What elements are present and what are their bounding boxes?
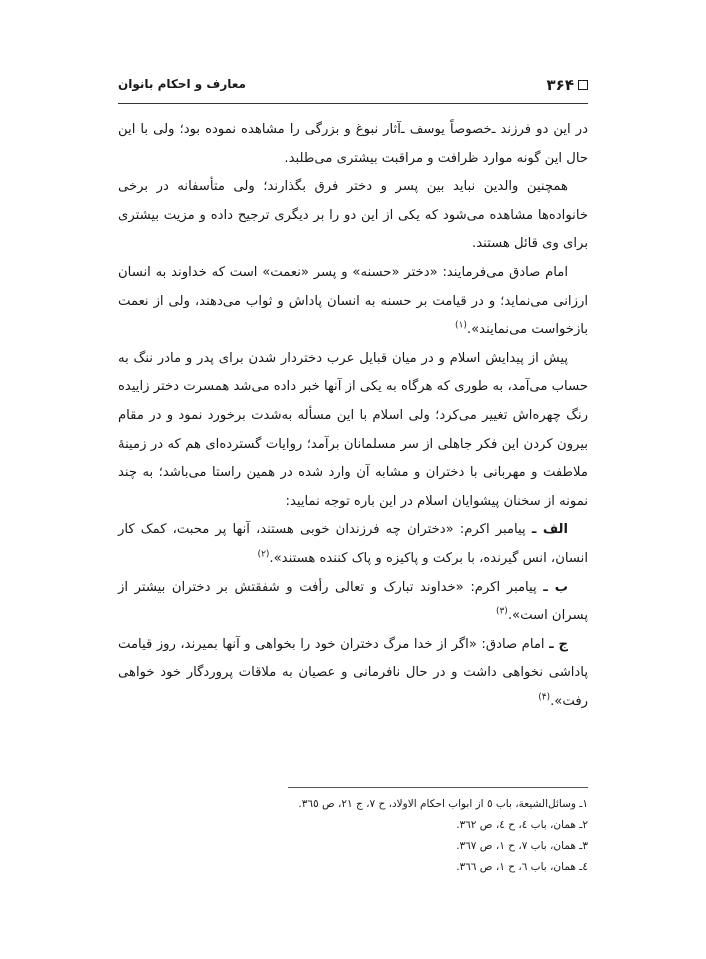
paragraph [118, 574, 588, 631]
square-bullet-icon [578, 80, 588, 90]
body-text [118, 116, 588, 716]
footnote: ٤ـ همان، باب ٦، ح ١، ص ٣٦٦. [456, 861, 588, 873]
footnote-marker: (۱) [455, 320, 467, 331]
footnote: ۱ـ وسائل‌الشیعة، باب ٥ از ابواب احکام الاولاد، ح ٧، ج ٢١، ص ٣٦٥. [298, 798, 588, 810]
paragraph [118, 173, 588, 259]
paragraph-text: پیامبر اکرم‌: «خداوند تبارک و تعالی رأفت و شفقتش بر دختران بیشتر از پسران است». [118, 579, 588, 624]
footnote-marker: (۳) [495, 606, 508, 617]
footnotes [240, 794, 588, 878]
paragraph [118, 116, 588, 173]
paragraph [118, 259, 588, 345]
list-marker: ج ـ [549, 636, 568, 652]
paragraph-text: پیش از پیدایش اسلام و در میان قبایل عرب دختردار شدن برای پدر و مادر ننگ به حساب می‌آمد، به طوری که هرگاه به یکی از آنها خبر داده می‌شد همسرت دختر زاییده رنگ چهره‌اش تغییر می‌کرد؛ ولی اسلام با این مسأله به‌شدت برخورد نمود و در مقام بیرون کردن این فکر جاهلی از سر مسلمانان برآمد؛ روایات گسترده‌ای هم که در زمینهٔ ملاطفت و مهربانی با دختران و مشابه آن وارد شده در همین راستا می‌باشد؛ به چند نمونه از سخنان پیشوایان اسلام در این باره توجه نمایید: [118, 350, 588, 509]
paragraph-text: همچنین والدین نباید بین پسر و دختر فرق بگذارند؛ ولی متأسفانه در برخی خانواده‌ها مشاهده می‌شود که یکی از این دو را بر دیگری ترجیح داده و مزیت بیشتری برای وی قائل هستند. [118, 179, 588, 252]
footnote-divider [288, 787, 588, 788]
header-divider [118, 103, 588, 104]
page-number-block [547, 76, 588, 94]
running-title: معارف و احکام بانوان [118, 77, 246, 91]
list-marker: ب ـ [543, 579, 568, 595]
paragraph-text: امام صادق‌ می‌فرمایند: «دختر «حسنه» و پسر «نعمت» است که خداوند به انسان ارزانی می‌نماید؛ و در قیامت بر حسنه به انسان پاداش و ثواب می‌دهند، ولی از نعمت بازخواست می‌نمایند». [118, 264, 588, 338]
paragraph-text: در این دو فرزند ـ‌خصوصاً یوسف ـ‌آثار نبوغ و بزرگی را مشاهده نموده بود؛ ولی با این حال این گونه موارد ظرافت و مراقبت بیشتری می‌طلبد. [118, 122, 588, 166]
paragraph-text: پیامبر اکرم‌: «دختران چه فرزندان خوبی هستند، آنها پر محبت، کمک کار انسان، انس گیرنده، با برکت و پاکیزه و پاک کننده هستند». [118, 522, 588, 566]
page-number: ۳۶۴ [546, 76, 574, 94]
page-header [118, 70, 588, 100]
paragraph [118, 631, 588, 717]
paragraph-text: امام صادق‌: «اگر از خدا مرگ دختران خود را بخواهی و آنها بمیرند، روز قیامت پاداشی نخواهی داشت و در حال نافرمانی و عصیان به ملاقات پروردگار خود خواهی رفت». [118, 636, 588, 709]
footnote-marker: (۴) [538, 692, 551, 703]
footnote-marker: (۲) [257, 549, 270, 560]
list-marker: الف ـ [531, 522, 568, 538]
footnote: ۲ـ همان، باب ٤، ح ٤، ص ٣٦٢. [456, 819, 588, 831]
paragraph [118, 516, 588, 573]
paragraph [118, 345, 588, 517]
footnote: ۳ـ همان، باب ٧، ح ١، ص ٣٦٧. [456, 840, 588, 852]
